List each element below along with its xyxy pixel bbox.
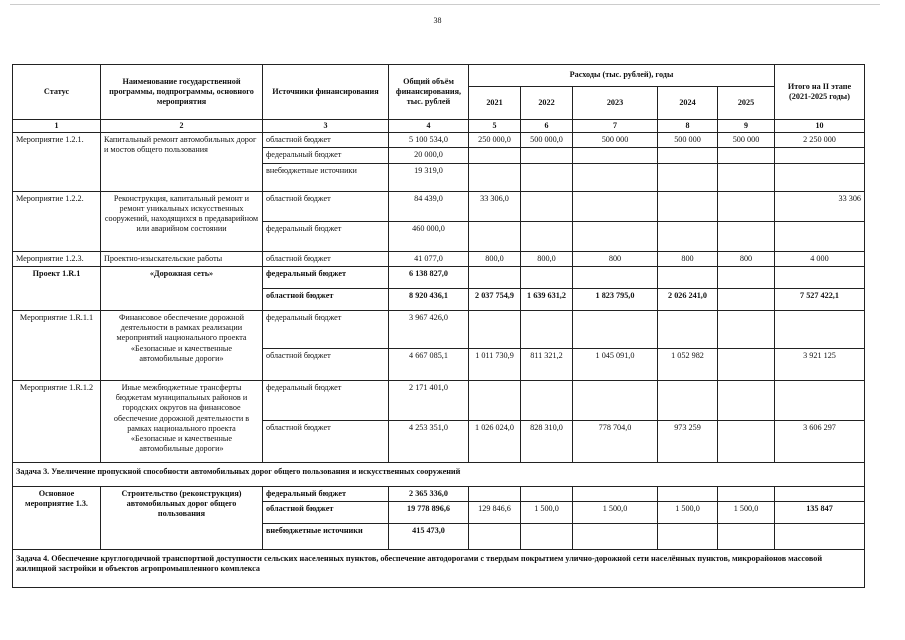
row-2022: 1 639 631,2	[521, 288, 573, 310]
table-row	[13, 251, 865, 266]
row-source: областной бюджет	[263, 288, 389, 310]
row-2021: 1 026 024,0	[469, 420, 521, 462]
header-sources: Источники финансирования	[263, 65, 389, 120]
row-total: 8 920 436,1	[389, 288, 469, 310]
row-2021: 1 011 730,9	[469, 348, 521, 380]
row-sum: 7 527 422,1	[775, 288, 865, 310]
row-2023: 1 500,0	[573, 502, 658, 524]
row-name: Проектно-изыскательские работы	[101, 251, 263, 266]
financing-table	[12, 64, 865, 588]
row-sum: 33 306	[775, 191, 865, 221]
col-number: 2	[101, 120, 263, 133]
row-source: областной бюджет	[263, 251, 389, 266]
col-number: 9	[718, 120, 775, 133]
row-source: федеральный бюджет	[263, 310, 389, 348]
column-numbers-row	[13, 120, 865, 133]
row-total: 19 319,0	[389, 163, 469, 191]
row-2021: 129 846,6	[469, 502, 521, 524]
row-status: Проект 1.R.1	[13, 266, 101, 310]
row-source: внебюджетные источники	[263, 524, 389, 550]
row-2025: 1 500,0	[718, 502, 775, 524]
table-row	[13, 133, 865, 148]
table-row	[13, 310, 865, 348]
row-name: Строительство (реконструкция) автомобильных дорог общего пользования	[101, 486, 263, 549]
col-number: 10	[775, 120, 865, 133]
row-2024: 500 000	[658, 133, 718, 148]
row-name: «Дорожная сеть»	[101, 266, 263, 310]
header-year: 2021	[469, 87, 521, 120]
header-total-volume: Общий объём финансирования, тыс. рублей	[389, 65, 469, 120]
row-total: 4 667 085,1	[389, 348, 469, 380]
row-sum: 4 000	[775, 251, 865, 266]
row-2021: 250 000,0	[469, 133, 521, 148]
top-rule	[10, 4, 880, 5]
row-name: Иные межбюджетные трансферты бюджетам муниципальных районов и городских округов на финансовое обеспечение дорожной деятельности в рамках национального проекта «Безопасные и качественные автомобильные дороги»	[101, 380, 263, 462]
header-year: 2022	[521, 87, 573, 120]
row-status: Мероприятие 1.2.1.	[13, 133, 101, 192]
header-program-name: Наименование государственной программы, подпрограммы, основного мероприятия	[101, 65, 263, 120]
row-status: Мероприятие 1.2.2.	[13, 191, 101, 251]
row-2023: 800	[573, 251, 658, 266]
row-2022: 828 310,0	[521, 420, 573, 462]
col-number: 8	[658, 120, 718, 133]
row-source: областной бюджет	[263, 191, 389, 221]
row-total: 4 253 351,0	[389, 420, 469, 462]
row-source: федеральный бюджет	[263, 148, 389, 163]
row-source: областной бюджет	[263, 420, 389, 462]
row-status: Мероприятие 1.R.1.2	[13, 380, 101, 462]
row-sum: 135 847	[775, 502, 865, 524]
header-status: Статус	[13, 65, 101, 120]
page-number: 38	[433, 16, 442, 25]
row-total: 5 100 534,0	[389, 133, 469, 148]
header-year: 2024	[658, 87, 718, 120]
table-row	[13, 191, 865, 221]
task-title: Задача 3. Увеличение пропускной способности автомобильных дорог общего пользования и искусственных сооружений	[13, 462, 865, 486]
row-status: Основное мероприятие 1.3.	[13, 486, 101, 549]
table-row	[13, 380, 865, 420]
row-total: 19 778 896,6	[389, 502, 469, 524]
row-source: областной бюджет	[263, 348, 389, 380]
row-name: Финансовое обеспечение дорожной деятельности в рамках реализации мероприятий национального проекта «Безопасные и качественные автомобильные дороги»	[101, 310, 263, 380]
row-2023: 1 045 091,0	[573, 348, 658, 380]
row-2022: 800,0	[521, 251, 573, 266]
row-sum: 3 606 297	[775, 420, 865, 462]
row-2023: 1 823 795,0	[573, 288, 658, 310]
table-row	[13, 486, 865, 501]
row-sum: 2 250 000	[775, 133, 865, 148]
row-2021: 800,0	[469, 251, 521, 266]
col-number: 3	[263, 120, 389, 133]
row-total: 41 077,0	[389, 251, 469, 266]
row-total: 2 171 401,0	[389, 380, 469, 420]
row-2021: 2 037 754,9	[469, 288, 521, 310]
row-total: 20 000,0	[389, 148, 469, 163]
row-source: федеральный бюджет	[263, 486, 389, 501]
row-total: 84 439,0	[389, 191, 469, 221]
header-year: 2023	[573, 87, 658, 120]
row-2024: 973 259	[658, 420, 718, 462]
col-number: 4	[389, 120, 469, 133]
row-2025: 500 000	[718, 133, 775, 148]
row-total: 415 473,0	[389, 524, 469, 550]
row-2024: 1 500,0	[658, 502, 718, 524]
row-2021: 33 306,0	[469, 191, 521, 221]
row-2024: 800	[658, 251, 718, 266]
row-status: Мероприятие 1.R.1.1	[13, 310, 101, 380]
col-number: 5	[469, 120, 521, 133]
row-name: Реконструкция, капитальный ремонт и ремонт уникальных искусственных сооружений, находящихся в предаварийном или аварийном состоянии	[101, 191, 263, 251]
row-source: федеральный бюджет	[263, 380, 389, 420]
row-2024: 1 052 982	[658, 348, 718, 380]
row-2022: 500 000,0	[521, 133, 573, 148]
row-source: внебюджетные источники	[263, 163, 389, 191]
col-number: 6	[521, 120, 573, 133]
row-total: 460 000,0	[389, 221, 469, 251]
row-2022: 811 321,2	[521, 348, 573, 380]
row-source: федеральный бюджет	[263, 266, 389, 288]
row-2023: 778 704,0	[573, 420, 658, 462]
row-source: федеральный бюджет	[263, 221, 389, 251]
task-row	[13, 462, 865, 486]
row-source: областной бюджет	[263, 133, 389, 148]
row-2023: 500 000	[573, 133, 658, 148]
row-source: областной бюджет	[263, 502, 389, 524]
row-sum: 3 921 125	[775, 348, 865, 380]
row-2025: 800	[718, 251, 775, 266]
row-2024: 2 026 241,0	[658, 288, 718, 310]
col-number: 7	[573, 120, 658, 133]
row-total: 6 138 827,0	[389, 266, 469, 288]
row-status: Мероприятие 1.2.3.	[13, 251, 101, 266]
header-total-stage: Итого на II этапе (2021-2025 годы)	[775, 65, 865, 120]
task-title: Задача 4. Обеспечение круглогодичной транспортной доступности сельских населенных пунктов, обеспечение автодорогами с твердым покрытием улично-дорожной сети населённых пунктов, микрорайонов массовой жилищной застройки и объектов агропромышленного комплекса	[13, 550, 865, 588]
col-number: 1	[13, 120, 101, 133]
task-row	[13, 550, 865, 588]
row-total: 2 365 336,0	[389, 486, 469, 501]
header-expenses: Расходы (тыс. рублей), годы	[469, 65, 775, 87]
header-year: 2025	[718, 87, 775, 120]
row-name: Капитальный ремонт автомобильных дорог и мостов общего пользования	[101, 133, 263, 192]
row-2022: 1 500,0	[521, 502, 573, 524]
table-row	[13, 266, 865, 288]
row-total: 3 967 426,0	[389, 310, 469, 348]
